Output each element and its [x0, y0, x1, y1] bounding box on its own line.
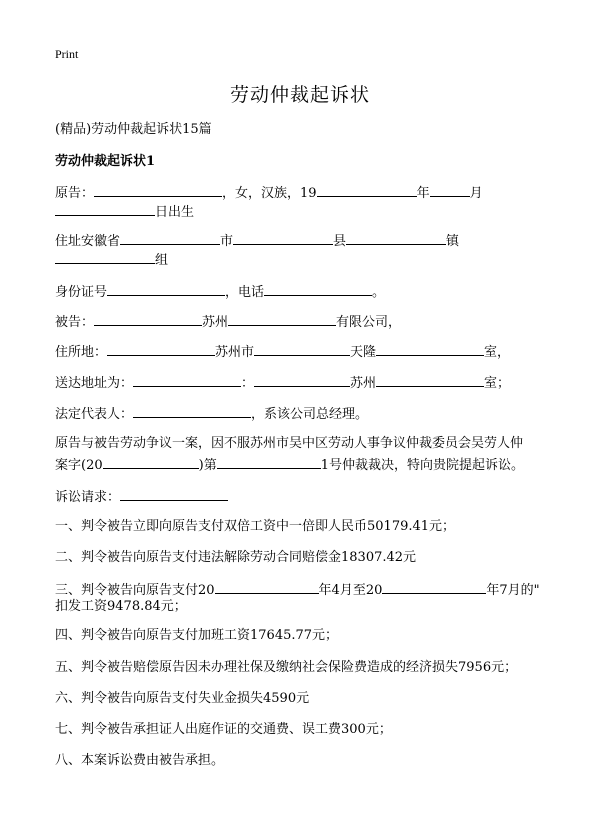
id-line-end: 。 [372, 285, 386, 300]
plaintiff-gender-ethnicity: ，女，汉族，19 [222, 186, 317, 201]
residence-blank-1 [107, 343, 215, 356]
legal-rep-label: 法定代表人： [55, 407, 134, 422]
address-town-blank [55, 251, 155, 264]
plaintiff-label: 原告： [55, 186, 95, 201]
defendant-city: 苏州 [202, 315, 229, 330]
document-title: 劳动仲裁起诉状 [229, 84, 370, 106]
defendant-blank-2 [228, 313, 336, 326]
dispute-case-suffix: 1号仲裁裁决，特向贵院提起诉讼。 [320, 458, 524, 473]
claim-3 [55, 581, 540, 599]
plaintiff-line [55, 184, 483, 202]
dispute-number-blank [217, 456, 321, 469]
dispute-case-no-label: )第 [198, 458, 217, 473]
address-line-2 [55, 251, 168, 269]
print-label[interactable]: Print [55, 47, 79, 61]
service-address-room: 室； [484, 376, 511, 391]
claim-3-part-b: 年4月至20 [318, 583, 383, 598]
residence-label: 住所地： [55, 345, 108, 360]
address-label: 住址安徽省 [55, 234, 121, 249]
id-label: 身份证号 [55, 285, 108, 300]
claim-3-blank-1 [215, 581, 319, 594]
claim-6: 六、判令被告向原告支付失业金损失4590元 [55, 691, 310, 706]
plaintiff-born-label: 日出生 [155, 205, 195, 220]
service-address-label: 送达地址为： [55, 376, 134, 391]
plaintiff-day-blank [55, 203, 155, 216]
service-address-blank-1 [133, 374, 241, 387]
residence-blank-3 [376, 343, 484, 356]
section-title: 劳动仲裁起诉状1 [55, 154, 156, 169]
id-line [55, 283, 385, 301]
claim-3-part-c: 年7月的" [486, 583, 540, 598]
address-city-label: 市 [220, 234, 234, 249]
claims-blank [120, 488, 228, 501]
dispute-line-1: 原告与被告劳动争议一案，因不服苏州市吴中区劳动人事争议仲裁委员会吴劳人仲 [55, 436, 524, 451]
legal-rep-blank [133, 405, 251, 418]
claim-7: 七、判令被告承担证人出庭作证的交通费、误工费300元； [55, 722, 392, 737]
plaintiff-year-label: 年 [416, 186, 430, 201]
claim-2: 二、判令被告向原告支付违法解除劳动合同赔偿金18307.42元 [55, 550, 417, 565]
defendant-label: 被告： [55, 315, 95, 330]
residence-street: 天隆 [350, 345, 377, 360]
address-city-blank [233, 232, 333, 245]
claim-4: 四、判令被告向原告支付加班工资17645.77元； [55, 628, 339, 643]
dispute-case-prefix: 案字(20 [55, 458, 103, 473]
address-county-blank [346, 232, 446, 245]
address-town-label: 镇 [446, 234, 460, 249]
service-address-colon: ： [241, 376, 255, 391]
residence-city: 苏州市 [215, 345, 255, 360]
phone-blank [264, 283, 372, 296]
claim-3-blank-2 [382, 581, 486, 594]
defendant-line [55, 313, 401, 331]
address-line [55, 232, 459, 250]
residence-room: 室， [484, 345, 511, 360]
plaintiff-name-blank [94, 184, 222, 197]
claim-8: 八、本案诉讼费由被告承担。 [55, 753, 225, 768]
service-address-blank-2 [254, 374, 350, 387]
service-address-line [55, 374, 510, 392]
defendant-company: 有限公司， [336, 315, 402, 330]
document-subtitle: (精品)劳动仲裁起诉状15篇 [55, 122, 212, 137]
phone-label: ，电话 [225, 285, 265, 300]
dispute-year-blank [103, 456, 199, 469]
plaintiff-month-label: 月 [469, 186, 483, 201]
claim-1: 一、判令被告立即向原告支付双倍工资中一倍即人民币50179.41元； [55, 519, 456, 534]
address-group-label: 组 [155, 253, 169, 268]
defendant-blank-1 [94, 313, 202, 326]
claim-5: 五、判令被告赔偿原告因未办理社保及缴纳社会保险费造成的经济损失7956元； [55, 660, 518, 675]
claims-label: 诉讼请求： [55, 490, 121, 505]
id-blank [107, 283, 225, 296]
claim-3-part-a: 三、判令被告向原告支付20 [55, 583, 215, 598]
plaintiff-month-blank [430, 184, 470, 197]
address-province-blank [120, 232, 220, 245]
plaintiff-year-blank [317, 184, 417, 197]
claims-line [55, 488, 228, 506]
service-address-blank-3 [376, 374, 484, 387]
legal-rep-text: ，系该公司总经理。 [251, 407, 369, 422]
service-address-city: 苏州 [350, 376, 377, 391]
dispute-line-2 [55, 456, 524, 474]
residence-blank-2 [254, 343, 350, 356]
residence-line [55, 343, 510, 361]
claim-3-line-2: 扣发工资9478.84元； [55, 599, 187, 614]
legal-rep-line [55, 405, 368, 423]
plaintiff-birth-line [55, 203, 194, 221]
address-county-label: 县 [333, 234, 347, 249]
